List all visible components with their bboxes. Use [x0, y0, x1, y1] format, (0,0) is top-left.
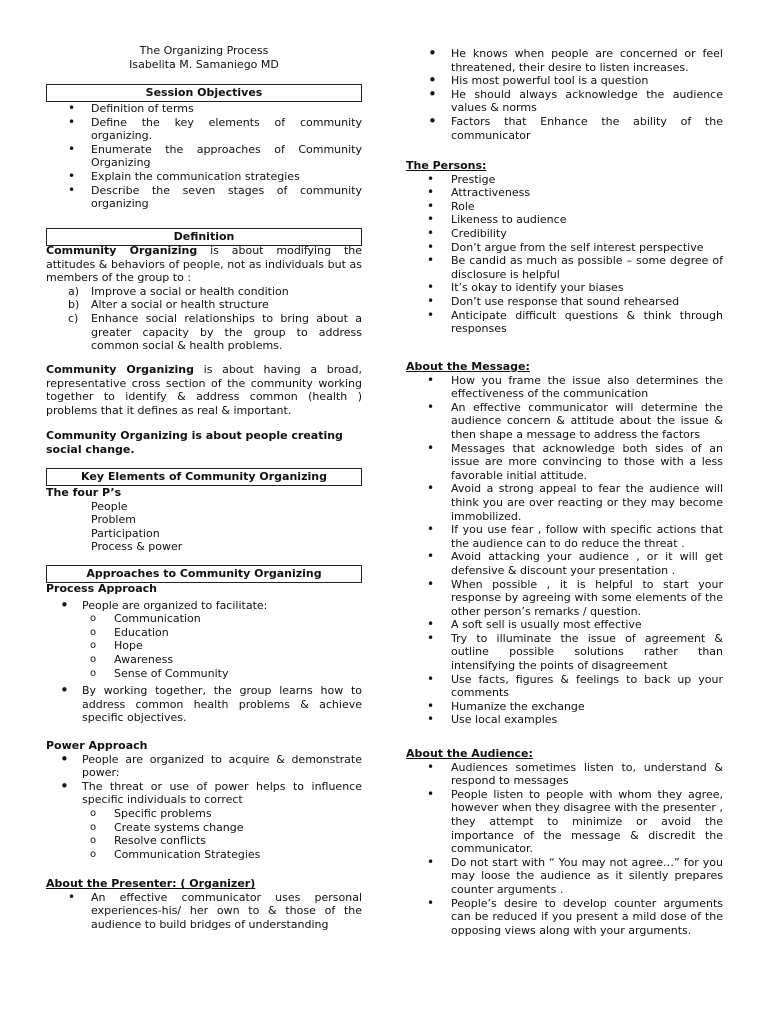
sub-item: o Awareness	[46, 653, 362, 667]
key-elements-section	[46, 486, 362, 554]
list-item: • Use local examples	[406, 713, 723, 727]
list-item: • Credibility	[406, 227, 723, 241]
key-elements-heading: Key Elements of Community Organizing	[46, 468, 362, 486]
document-title: The Organizing Process	[139, 44, 269, 57]
list-item: • Factors that Enhance the ability of the communicator	[406, 115, 723, 142]
list-item: • Anticipate difficult questions & think through responses	[406, 309, 723, 336]
term: Community Organizing	[46, 363, 194, 376]
list-item: • Use facts, figures & feelings to back up your comments	[406, 673, 723, 700]
sub-item: o Specific problems	[46, 807, 362, 821]
list-item: • Avoid a strong appeal to fear the audience will think you are over reacting or they may become immobilized.	[406, 482, 723, 523]
presenter-section	[46, 877, 362, 931]
list-item: • By working together, the group learns how to address common health problems & achieve specific objectives.	[46, 684, 362, 725]
list-item: • Be candid as much as possible – some degree of disclosure is helpful	[406, 254, 723, 281]
sub-item: o Create systems change	[46, 821, 362, 835]
power-approach-title: Power Approach	[46, 739, 148, 752]
sub-item: o Sense of Community	[46, 667, 362, 681]
list-item	[46, 312, 362, 353]
list-item: • Role	[406, 200, 723, 214]
list-text: Enhance social relationships to bring about a greater capacity by the group to address common social & health problems.	[91, 311, 362, 353]
approaches-heading: Approaches to Community Organizing	[46, 565, 362, 583]
presenter-title: About the Presenter: ( Organizer)	[46, 877, 256, 890]
list-item: • An effective communicator will determine the audience concern & attitude about the issue & then shape a message to address the factors	[406, 401, 723, 442]
list-item: • Enumerate the approaches of Community Organizing	[46, 143, 362, 170]
list-item: • Try to illuminate the issue of agreement & outline possible solutions rather than intensifying the points of disagreement	[406, 632, 723, 673]
list-item: • Humanize the exchange	[406, 700, 723, 714]
list-item: • People are organized to acquire & demonstrate power:	[46, 753, 362, 780]
list-item: • Don’t argue from the self interest perspective	[406, 241, 723, 255]
power-approach-section	[46, 739, 362, 861]
sub-item: o Education	[46, 626, 362, 640]
audience-title: About the Audience:	[406, 747, 533, 760]
document-author: Isabelita M. Samaniego MD	[129, 57, 279, 71]
list-item: • People listen to people with whom they agree, however when they disagree with the presenter , they attempt to minimize or avoid the importance of the message & discredit the communicator.	[406, 788, 723, 856]
message-section	[406, 360, 723, 727]
sub-item: o Communication Strategies	[46, 848, 362, 862]
definition-paragraph-3: Community Organizing is about people creating social change.	[46, 429, 343, 456]
sub-item: o Resolve conflicts	[46, 834, 362, 848]
list-item: • It’s okay to identify your biases	[406, 281, 723, 295]
list-item: • Definition of terms	[46, 102, 362, 116]
list-marker: c)	[68, 311, 79, 325]
list-item	[46, 298, 362, 312]
list-item: • Attractiveness	[406, 186, 723, 200]
list-item: • Do not start with “ You may not agree…” for you may loose the audience as it silently prepares counter arguments .	[406, 856, 723, 897]
list-item: • Describe the seven stages of community organizing	[46, 184, 362, 211]
definition-heading: Definition	[46, 228, 362, 246]
list-item: • A soft sell is usually most effective	[406, 618, 723, 632]
list-item: Process & power	[91, 540, 183, 554]
list-item: • Don’t use response that sound rehearsed	[406, 295, 723, 309]
list-item: • Likeness to audience	[406, 213, 723, 227]
session-objectives-heading: Session Objectives	[46, 84, 362, 102]
list-item: Participation	[91, 526, 160, 540]
list-item: • An effective communicator uses personal experiences-his/ her own to & those of the audience to build bridges of understanding	[46, 891, 362, 932]
definition-list	[46, 285, 362, 353]
list-item: • Audiences sometimes listen to, understand & respond to messages	[406, 761, 723, 788]
list-item: • He should always acknowledge the audience values & norms	[406, 88, 723, 115]
list-item	[46, 285, 362, 299]
list-item: • People are organized to facilitate:	[46, 599, 362, 613]
list-item: • People’s desire to develop counter arguments can be reduced if you present a mild dose of the opposing views along with your arguments.	[406, 897, 723, 938]
list-item: • Explain the communication strategies	[46, 170, 362, 184]
definition-paragraph-2	[46, 363, 362, 417]
list-item: • Messages that acknowledge both sides of an issue are more convincing to those with a less favorable initial attitude.	[406, 442, 723, 483]
list-item: • He knows when people are concerned or feel threatened, their desire to listen increases.	[406, 47, 723, 74]
list-text: Improve a social or health condition	[91, 284, 289, 298]
sub-item: o Hope	[46, 639, 362, 653]
list-item: • How you frame the issue also determines the effectiveness of the communication	[406, 374, 723, 401]
list-item: • When possible , it is helpful to start your response by agreeing with some elements of the other person’s remarks / question.	[406, 578, 723, 619]
four-ps-title: The four P’s	[46, 486, 122, 499]
session-objectives-list	[46, 102, 362, 211]
list-item: • Prestige	[406, 173, 723, 187]
list-marker: b)	[68, 298, 80, 312]
list-item: • The threat or use of power helps to influence specific individuals to correct	[46, 780, 362, 807]
persons-title: The Persons:	[406, 159, 487, 172]
list-text: Alter a social or health structure	[91, 298, 269, 312]
list-item: • Avoid attacking your audience , or it will get defensive & discount your presentation .	[406, 550, 723, 577]
term: Community Organizing	[46, 244, 198, 257]
audience-section	[406, 747, 723, 937]
sub-item: o Communication	[46, 612, 362, 626]
process-approach-title: Process Approach	[46, 582, 157, 595]
definition-section	[46, 244, 362, 353]
list-item: People	[91, 499, 128, 513]
list-item: • His most powerful tool is a question	[406, 74, 723, 88]
definition-text: is about modifying the attitudes & behaviors of people, not as individuals but as members of the group to :	[46, 244, 362, 285]
list-item: Problem	[91, 513, 136, 527]
persons-section	[406, 159, 723, 336]
document-header	[46, 44, 362, 71]
list-marker: a)	[68, 284, 80, 298]
list-item: • If you use fear , follow with specific actions that the audience can to do reduce the threat .	[406, 523, 723, 550]
list-item: • Define the key elements of community organizing.	[46, 116, 362, 143]
definition-text: is about having a broad, representative cross section of the community working together to identify & address common (health ) problems that it defines as real & important.	[46, 363, 362, 417]
presenter-continued	[406, 47, 723, 142]
definition-paragraph-1	[46, 244, 362, 285]
message-title: About the Message:	[406, 360, 530, 373]
process-approach-section	[46, 582, 362, 725]
